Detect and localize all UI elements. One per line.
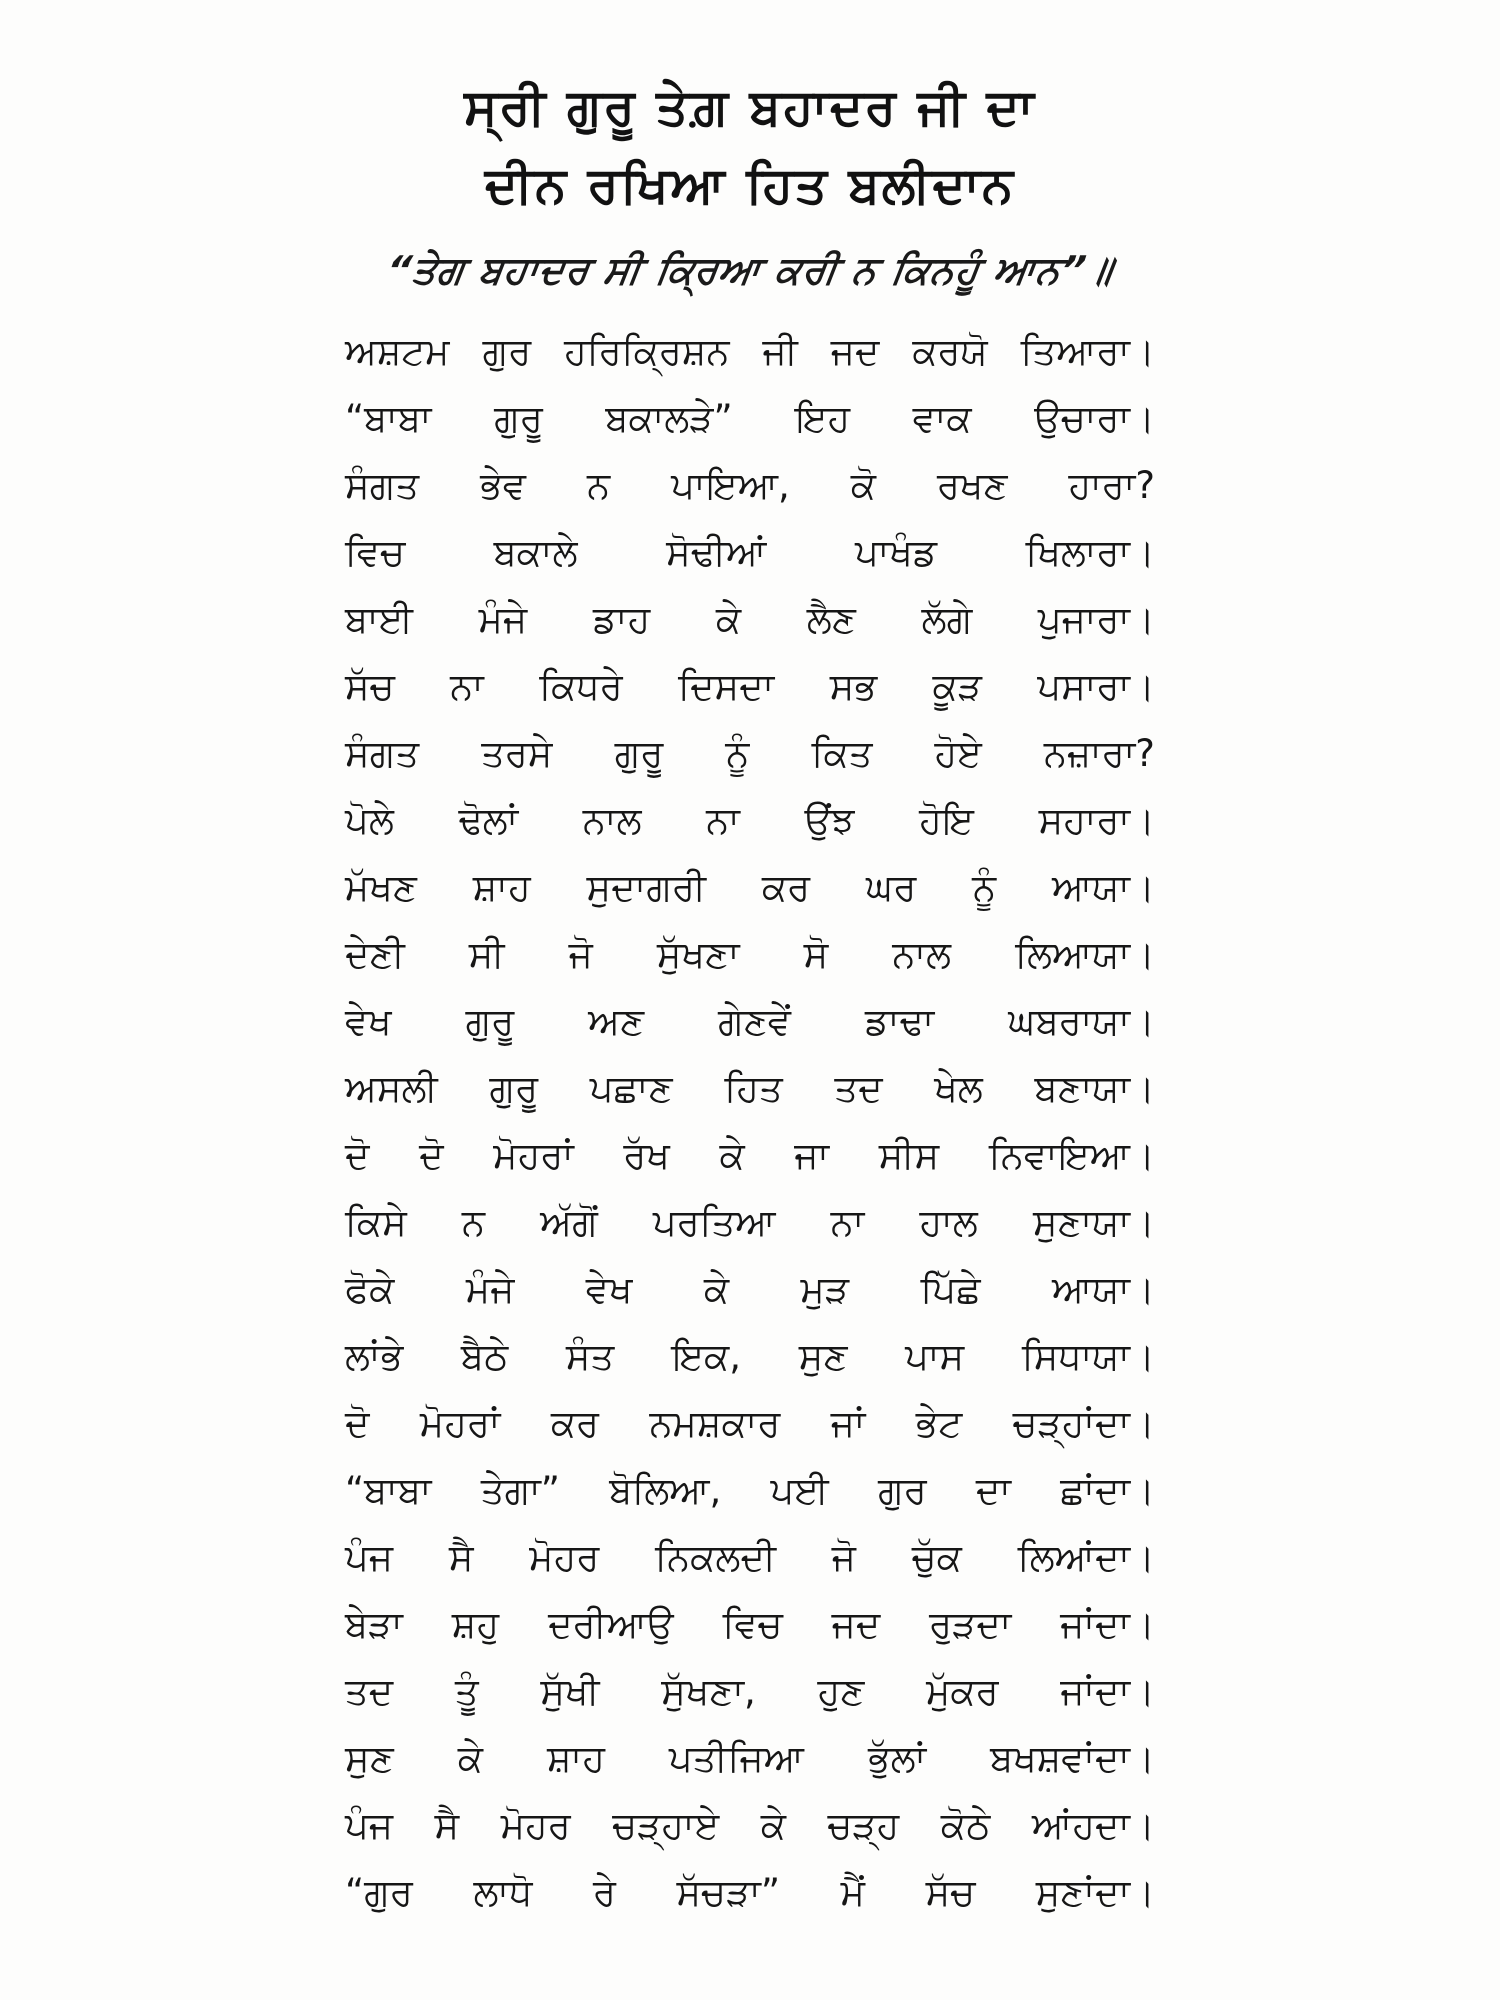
- verse-line: [345, 854, 1155, 921]
- verse-word: ਰੇ: [592, 1871, 616, 1914]
- verse-word: ਵੇਖ: [345, 1000, 392, 1043]
- verse-word: ਪਈ: [770, 1469, 829, 1512]
- verse-word: ਸੈ: [448, 1536, 474, 1579]
- verse-word: ਆਯਾ।: [1052, 866, 1155, 909]
- verse-word: ਮੰਜੇ: [478, 598, 528, 641]
- verse-word: ਹਾਰਾ?: [1068, 464, 1155, 507]
- verse-word: ਮੋਹਰ: [529, 1536, 600, 1579]
- verse-word: ਛਾਂਦਾ।: [1060, 1469, 1155, 1512]
- verse-word: ਪੁਜਾਰਾ।: [1037, 598, 1155, 641]
- verse-word: ਸੁੱਖਣਾ,: [661, 1670, 756, 1713]
- verse-word: ਸੋ: [803, 933, 829, 976]
- verse-word: ਮੁੱਕਰ: [926, 1670, 999, 1713]
- verse-word: ਭੇਵ: [480, 464, 526, 507]
- verse-line: [345, 1457, 1155, 1524]
- verse-word: ਕੂੜ: [932, 665, 982, 708]
- verse-word: ਕਰ: [550, 1402, 600, 1445]
- verse-word: ਵੇਖ: [585, 1268, 633, 1311]
- verse-line: [345, 452, 1155, 519]
- verse-word: ਬਕਾਲੇ: [493, 531, 578, 574]
- verse-word: ਕੇ: [703, 1268, 730, 1311]
- verse-word: ਉਂਝ: [804, 799, 855, 842]
- verse-word: ਡਾਢਾ: [864, 1000, 935, 1043]
- verse-word: ਲਿਆਂਦਾ।: [1017, 1536, 1155, 1579]
- verse-word: ਚੜ੍ਹਾਏ: [612, 1804, 720, 1847]
- verse-word: ਫੋਕੇ: [345, 1268, 395, 1311]
- verse-word: ਕਿਧਰੇ: [539, 665, 623, 708]
- verse-word: ਨ: [586, 464, 611, 507]
- verse-word: ਸੁਣ: [798, 1335, 848, 1378]
- verse-word: “ਬਾਬਾ: [345, 397, 432, 440]
- verse-line: [345, 787, 1155, 854]
- verse-word: ਅਸਲੀ: [345, 1067, 438, 1110]
- verse-word: ਨਾਲ: [582, 799, 642, 842]
- verse-word: ਨਾ: [830, 1201, 865, 1244]
- verse-word: ਗੁਰੂ: [494, 397, 543, 440]
- verse-word: ਬਣਾਯਾ।: [1034, 1067, 1155, 1110]
- verse-word: ਮੋਹਰ: [500, 1804, 571, 1847]
- verse-word: ਨਮਸ਼ਕਾਰ: [649, 1402, 781, 1445]
- verse-line: [345, 1792, 1155, 1859]
- verse-word: ਜੋ: [568, 933, 593, 976]
- verse-word: ਨਿਵਾਇਆ।: [988, 1134, 1155, 1177]
- verse-word: ਪਾਸ: [905, 1335, 965, 1378]
- verse-line: [345, 519, 1155, 586]
- verse-word: ਕਿਤ: [811, 732, 873, 775]
- verse-word: ਆਯਾ।: [1051, 1268, 1155, 1311]
- verse-word: ਸੁਣ: [345, 1737, 394, 1780]
- verse-word: ਨੂੰ: [725, 732, 750, 775]
- verse-word: ਵਿਚ: [722, 1603, 783, 1646]
- verse-word: ਪੰਜ: [345, 1804, 394, 1847]
- verse-word: ਪੰਜ: [345, 1536, 394, 1579]
- verse-word: ਮੋਹਰਾਂ: [493, 1134, 574, 1177]
- verse-line: [345, 586, 1155, 653]
- verse-word: ਕੇ: [760, 1804, 786, 1847]
- verse-word: ਜੀ: [762, 330, 798, 373]
- verse-line: [345, 1725, 1155, 1792]
- verse-word: ਵਿਚ: [345, 531, 406, 574]
- verse-word: ਬੋਲਿਆ,: [609, 1469, 722, 1512]
- title-line-1: ਸ੍ਰੀ ਗੁਰੂ ਤੇਗ਼ ਬਹਾਦਰ ਜੀ ਦਾ: [464, 78, 1036, 136]
- verse-word: ਸੁਣਾਂਦਾ।: [1035, 1871, 1155, 1914]
- verse-line: [345, 1189, 1155, 1256]
- verse-word: ਪਤੀਜਿਆ: [668, 1737, 804, 1780]
- verse-line: [345, 1323, 1155, 1390]
- verse-word: ਨਾ: [706, 799, 740, 842]
- verse-word: ਰੁੜਦਾ: [929, 1603, 1012, 1646]
- verse-word: ਕਰਯੋ: [912, 330, 988, 373]
- verse-word: ਨਜ਼ਾਰਾ?: [1043, 732, 1155, 775]
- verse-word: ਜਾ: [794, 1134, 830, 1177]
- verse-word: ਗੁਰ: [877, 1469, 927, 1512]
- verse-word: ਭੇਟ: [915, 1402, 963, 1445]
- verse-word: ਲਿਆਯਾ।: [1015, 933, 1155, 976]
- verse-word: ਪਾਖੰਡ: [854, 531, 937, 574]
- verse-word: ਢੋਲਾਂ: [458, 799, 519, 842]
- verse-word: ਸੁਦਾਗਰੀ: [586, 866, 707, 909]
- verse-word: ਲੱਗੇ: [921, 598, 973, 641]
- verse-line: [345, 1859, 1155, 1926]
- verse-word: ਸਿਧਾਯਾ।: [1021, 1335, 1155, 1378]
- verse-word: ਹਰਿਕ੍ਰਿਸ਼ਨ: [564, 330, 730, 373]
- verse-word: “ਗੁਰ: [345, 1871, 413, 1914]
- verse-word: ਸੁੱਖੀ: [540, 1670, 600, 1713]
- verse-word: ਜਾਂਦਾ।: [1060, 1603, 1155, 1646]
- verse-word: ਅਸ਼ਟਮ: [345, 330, 450, 373]
- verse-word: ਗੁਰੂ: [489, 1067, 539, 1110]
- verse-word: ਹਾਲ: [919, 1201, 978, 1244]
- verse-word: ਦਿਸਦਾ: [678, 665, 775, 708]
- verse-word: ਹੁਣ: [817, 1670, 865, 1713]
- verse-word: ਉਚਾਰਾ।: [1034, 397, 1155, 440]
- verse-word: ਦੇਣੀ: [345, 933, 405, 976]
- verse-word: ਤੇਗਾ”: [480, 1469, 560, 1512]
- verse-word: ਜਾਂਦਾ।: [1060, 1670, 1155, 1713]
- verse-word: ਮੈਂ: [840, 1871, 865, 1914]
- verse-line: [345, 1256, 1155, 1323]
- verse-word: “ਬਾਬਾ: [345, 1469, 432, 1512]
- verse-line: [345, 720, 1155, 787]
- verse-word: ਪਾਇਆ,: [671, 464, 790, 507]
- verse-word: ਤੂੰ: [454, 1670, 479, 1713]
- verse-word: ਅਣ: [588, 1000, 645, 1043]
- verse-list: [345, 318, 1155, 1926]
- verse-line: [345, 318, 1155, 385]
- verse-word: ਮੋਹਰਾਂ: [419, 1402, 501, 1445]
- verse-line: [345, 1658, 1155, 1725]
- verse-word: ਮੱਖਣ: [345, 866, 417, 909]
- verse-word: ਹੋਇ: [919, 799, 974, 842]
- verse-word: ਮੰਜੇ: [465, 1268, 515, 1311]
- verse-line: [345, 653, 1155, 720]
- verse-word: ਡਾਹ: [592, 598, 651, 641]
- verse-word: ਬਾਈ: [345, 598, 414, 641]
- verse-word: ਜਦ: [831, 1603, 881, 1646]
- verse-word: ਨਾਲ: [892, 933, 952, 976]
- verse-word: ਮੁੜ: [800, 1268, 850, 1311]
- verse-word: ਦਰੀਆਉ: [548, 1603, 674, 1646]
- verse-line: [345, 1055, 1155, 1122]
- verse-word: ਇਕ,: [671, 1335, 742, 1378]
- verse-word: ਕਰ: [761, 866, 811, 909]
- verse-word: ਕੋ: [850, 464, 876, 507]
- verse-word: ਘਰ: [865, 866, 917, 909]
- verse-word: ਤਿਆਰਾ।: [1020, 330, 1155, 373]
- verse-word: ਨ: [461, 1201, 486, 1244]
- verse-word: ਤਦ: [345, 1670, 394, 1713]
- verse-word: ਬਖਸ਼ਵਾਂਦਾ।: [990, 1737, 1155, 1780]
- verse-word: ਸਹਾਰਾ।: [1038, 799, 1155, 842]
- verse-word: ਕੋਠੇ: [940, 1804, 991, 1847]
- verse-word: ਆਂਹਦਾ।: [1031, 1804, 1155, 1847]
- verse-line: [345, 1524, 1155, 1591]
- verse-word: ਭੁੱਲਾਂ: [867, 1737, 927, 1780]
- verse-word: ਦੋ: [345, 1402, 370, 1445]
- verse-word: ਸ਼ਾਹ: [472, 866, 531, 909]
- verse-word: ਸੈ: [434, 1804, 460, 1847]
- verse-word: ਨਾ: [450, 665, 484, 708]
- verse-word: ਕਿਸੇ: [345, 1201, 407, 1244]
- verse-word: ਹਿਤ: [724, 1067, 783, 1110]
- verse-word: ਦੋ: [345, 1134, 370, 1177]
- verse-word: ਗੁਰ: [482, 330, 532, 373]
- title-block: [0, 68, 1500, 224]
- verse-word: ਸੀਸ: [878, 1134, 940, 1177]
- verse-word: ਸੱਚੜਾ”: [676, 1871, 781, 1914]
- verse-word: ਜਦ: [830, 330, 880, 373]
- verse-word: ਤਰਸੇ: [481, 732, 553, 775]
- verse-line: [345, 385, 1155, 452]
- verse-word: ਲਾਂਭੇ: [345, 1335, 404, 1378]
- verse-word: ਗੁਰੂ: [465, 1000, 515, 1043]
- verse-word: ਗੁਰੂ: [614, 732, 664, 775]
- verse-word: ਰਖਣ: [936, 464, 1008, 507]
- verse-word: ਇਹ: [795, 397, 851, 440]
- verse-word: ਲਾਧੋ: [473, 1871, 533, 1914]
- title-line-2: ਦੀਨ ਰਖਿਆ ਹਿਤ ਬਲੀਦਾਨ: [484, 156, 1016, 214]
- verse-word: ਸੀ: [468, 933, 505, 976]
- verse-word: ਸੰਗਤ: [345, 464, 420, 507]
- verse-word: ਚੁੱਕ: [911, 1536, 962, 1579]
- verse-word: ਨੂੰ: [972, 866, 997, 909]
- verse-word: ਹੋਏ: [934, 732, 982, 775]
- verse-word: ਸੰਤ: [565, 1335, 615, 1378]
- verse-word: ਬੈਠੇ: [460, 1335, 509, 1378]
- verse-word: ਪੋਲੇ: [345, 799, 394, 842]
- verse-word: ਪਿੱਛੇ: [920, 1268, 981, 1311]
- verse-word: ਗੇਣਵੇਂ: [717, 1000, 791, 1043]
- verse-word: ਕੇ: [457, 1737, 483, 1780]
- verse-word: ਨਿਕਲਦੀ: [655, 1536, 776, 1579]
- verse-word: ਤਦ: [834, 1067, 883, 1110]
- verse-word: ਵਾਕ: [912, 397, 972, 440]
- verse-word: ਸੁੱਖਣਾ: [656, 933, 740, 976]
- verse-word: ਪਰਤਿਆ: [652, 1201, 776, 1244]
- verse-word: ਸੱਚ: [345, 665, 395, 708]
- verse-word: ਸ਼ਹੁ: [451, 1603, 500, 1646]
- verse-line: [345, 1390, 1155, 1457]
- verse-word: ਚੜ੍ਹਾਂਦਾ।: [1012, 1402, 1155, 1445]
- verse-word: ਬਕਾਲੜੇ”: [605, 397, 733, 440]
- verse-word: ਪਸਾਰਾ।: [1037, 665, 1155, 708]
- verse-word: ਖਿਲਾਰਾ।: [1025, 531, 1155, 574]
- verse-word: ਸੋਢੀਆਂ: [666, 531, 767, 574]
- verse-word: ਲੈਣ: [806, 598, 856, 641]
- verse-word: ਕੇ: [715, 598, 742, 641]
- verse-word: ਪਛਾਣ: [589, 1067, 673, 1110]
- verse-word: ਸਭ: [829, 665, 878, 708]
- verse-word: ਖੇਲ: [934, 1067, 983, 1110]
- verse-word: ਦਾ: [975, 1469, 1011, 1512]
- verse-word: ਸੱਚ: [925, 1871, 976, 1914]
- subtitle-quote: “ਤੇਗ ਬਹਾਦਰ ਸੀ ਕ੍ਰਿਆ ਕਰੀ ਨ ਕਿਨਹੂੰ ਆਨ”॥: [383, 248, 1117, 292]
- verse-word: ਕੇ: [719, 1134, 745, 1177]
- verse-line: [345, 1591, 1155, 1658]
- verse-word: ਸੰਗਤ: [345, 732, 420, 775]
- verse-word: ਜੋ: [831, 1536, 856, 1579]
- verse-word: ਚੜ੍ਹ: [827, 1804, 900, 1847]
- verse-word: ਜਾਂ: [830, 1402, 866, 1445]
- verse-line: [345, 1122, 1155, 1189]
- verse-line: [345, 921, 1155, 988]
- verse-word: ਰੱਖ: [623, 1134, 670, 1177]
- verse-word: ਘਬਰਾਯਾ।: [1008, 1000, 1155, 1043]
- verse-word: ਸੁਣਾਯਾ।: [1032, 1201, 1155, 1244]
- verse-word: ਸ਼ਾਹ: [546, 1737, 605, 1780]
- verse-word: ਬੇੜਾ: [345, 1603, 403, 1646]
- verse-word: ਦੋ: [419, 1134, 444, 1177]
- verse-line: [345, 988, 1155, 1055]
- verse-word: ਅੱਗੋਂ: [540, 1201, 598, 1244]
